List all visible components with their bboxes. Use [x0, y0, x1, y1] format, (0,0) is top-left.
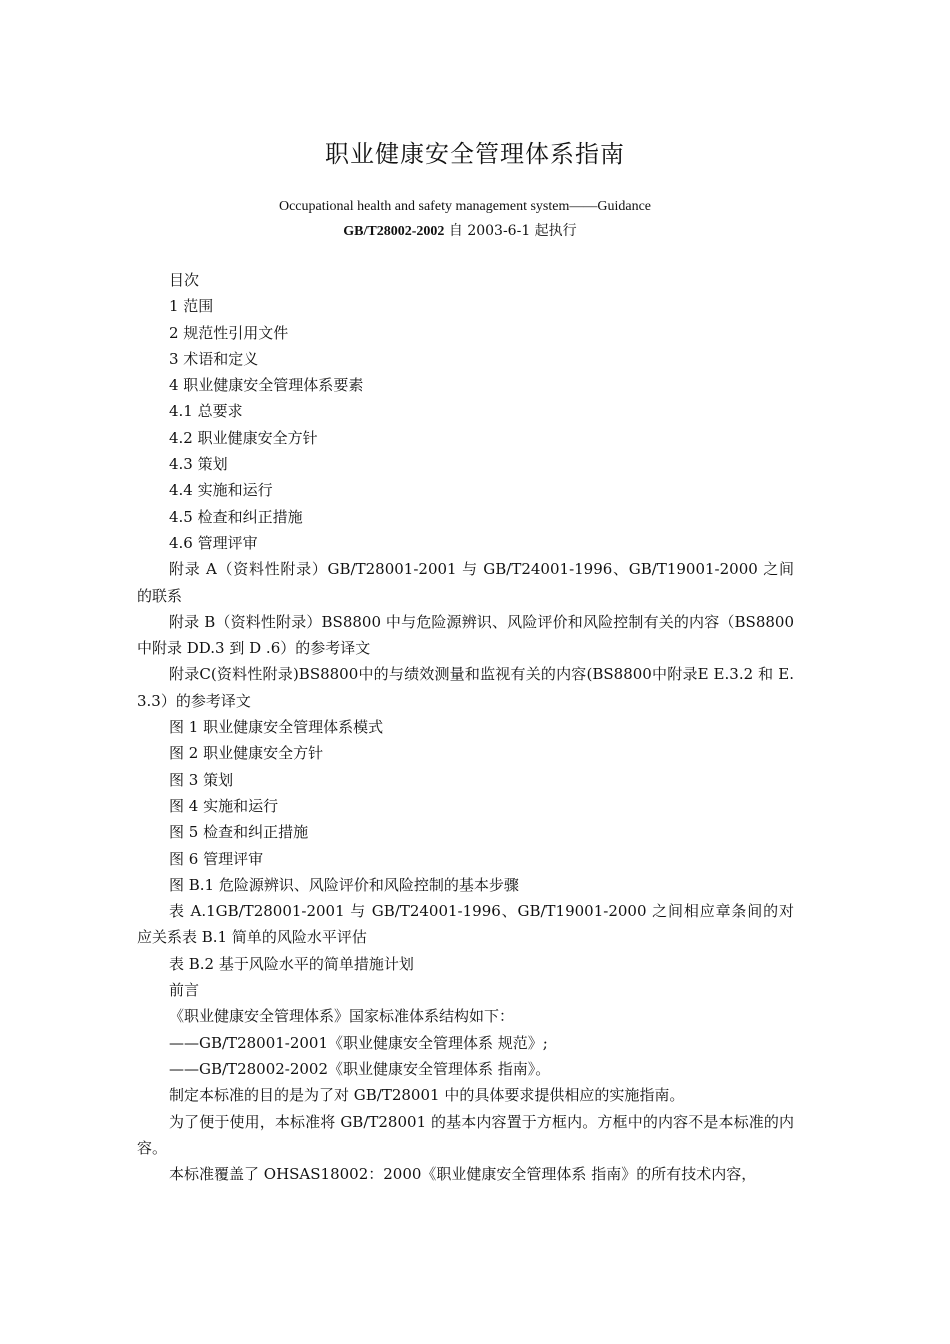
toc-figure: 图 3 策划 — [169, 770, 234, 789]
toc-figure: 图 2 职业健康安全方针 — [169, 744, 324, 763]
standard-effective-date: 自 2003-6-1 起执行 — [444, 223, 577, 239]
toc-item: 4.3 策划 — [169, 455, 228, 474]
toc-figure: 图 1 职业健康安全管理体系模式 — [169, 718, 384, 737]
document-body — [137, 267, 794, 1187]
toc-item: 2 规范性引用文件 — [169, 323, 289, 342]
toc-figure: 图 4 实施和运行 — [169, 796, 279, 815]
toc-figure: 图 5 检查和纠正措施 — [169, 823, 309, 842]
toc-figure: 图 B.1 危险源辨识、风险评价和风险控制的基本步骤 — [169, 875, 519, 894]
paragraph: 本标准覆盖了 OHSAS18002：2000《职业健康安全管理体系 指南》的所有技术内容， — [169, 1165, 757, 1184]
standard-code: GB/T28002-2002 — [343, 224, 445, 239]
toc-item: 4.4 实施和运行 — [169, 481, 273, 500]
paragraph: ——GB/T28001-2001《职业健康安全管理体系 规范》; — [169, 1033, 548, 1052]
toc-item: 4.1 总要求 — [169, 402, 243, 421]
paragraph: 为了便于使用，本标准将 GB/T28001 的基本内容置于方框内。方框中的内容不是本标准的内容。 — [137, 1112, 794, 1157]
toc-table: 表 A.1GB/T28001-2001 与 GB/T24001-1996、GB/T19001-2000 之间相应章条间的对应关系表 B.1 简单的风险水平评估 — [137, 902, 794, 947]
toc-appendix: 附录 A（资料性附录）GB/T28001-2001 与 GB/T24001-1996、GB/T19001-2000 之间的联系 — [137, 560, 794, 605]
paragraph: 制定本标准的目的是为了对 GB/T28001 中的具体要求提供相应的实施指南。 — [169, 1086, 685, 1105]
toc-figure: 图 6 管理评审 — [169, 849, 264, 868]
preface-heading: 前言 — [169, 981, 200, 1000]
toc-item: 4.5 检查和纠正措施 — [169, 507, 303, 526]
toc-item: 3 术语和定义 — [169, 349, 259, 368]
toc-item: 4.2 职业健康安全方针 — [169, 428, 318, 447]
paragraph: ——GB/T28002-2002《职业健康安全管理体系 指南》。 — [169, 1059, 551, 1078]
toc-item: 1 范围 — [169, 297, 214, 316]
toc-item: 4.6 管理评审 — [169, 533, 258, 552]
document-title: 职业健康安全管理体系指南 — [325, 140, 625, 168]
paragraph: 《职业健康安全管理体系》国家标准体系结构如下： — [169, 1007, 515, 1026]
toc-appendix: 附录C(资料性附录)BS8800中的与绩效测量和监视有关的内容(BS8800中附录E E.3.2 和 E.3.3）的参考译文 — [137, 665, 794, 710]
toc-appendix: 附录 B（资料性附录）BS8800 中与危险源辨识、风险评价和风险控制有关的内容（BS8800 中附录 DD.3 到 D .6）的参考译文 — [137, 612, 794, 658]
toc-table: 表 B.2 基于风险水平的简单措施计划 — [169, 954, 414, 973]
document-subtitle: Occupational health and safety management system——Guidance — [278, 199, 652, 214]
toc-heading: 目次 — [169, 271, 200, 289]
standard-line — [0, 222, 920, 241]
toc-item: 4 职业健康安全管理体系要素 — [169, 376, 364, 395]
